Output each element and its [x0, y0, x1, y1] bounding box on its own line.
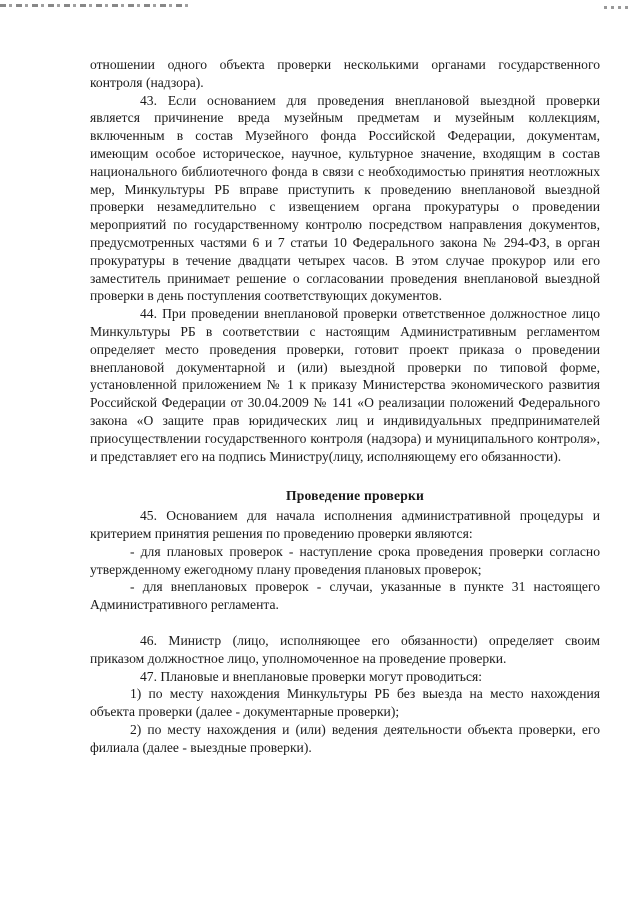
section-heading: Проведение проверки	[285, 488, 425, 504]
paragraph-43: 43. Если основанием для проведения внеплановой выездной проверки является причинение вреда музейным предметам и музейным коллекциям, включенным в состав Музейного фонда Российской Федерации, документам, имеющим особое историческое, научное, культурное значение, входящим в состав национального библиотечного фонда в связи с необходимостью принятия неотложных мер, Минкультуры РБ вправе приступить к проведению внеплановой выездной проверки незамедлительно с извещением органа прокуратуры о проведении мероприятий по государственному контролю посредством направления документов, предусмотренных частями 6 и 7 статьи 10 Федерального закона № 294-ФЗ, в орган прокуратуры в течение двадцати четырех часов. В этом случае прокурор или его заместитель принимает решение о согласовании проведения внеплановой выездной проверки в день поступления соответствующих документов.	[90, 92, 600, 304]
paragraph-47: 47. Плановые и внеплановые проверки могут проводиться:	[140, 668, 483, 684]
paragraph-45-item-2: - для внеплановых проверок - случаи, указанные в пункте 31 настоящего Административного регламента.	[90, 579, 600, 613]
paragraph-47-item-2: 2) по месту нахождения и (или) ведения деятельности объекта проверки, его филиала (далее - выездные проверки).	[90, 721, 600, 755]
scan-artifact-top-right	[604, 6, 630, 9]
paragraph-44: 44. При проведении внеплановой проверки ответственное должностное лицо Минкультуры РБ в соответствии с настоящим Административным регламентом определяет место проведения проверки, готовит проект приказа о проведении внеплановой документарной и (или) выездной проверки по типовой форме, установленной приложением № 1 к приказу Министерства экономического развития Российской Федерации от 30.04.2009 № 141 «О реализации положений Федерального закона «О защите прав юридических лиц и индивидуальных предпринимателей приосуществлении государственного контроля (надзора) и муниципального контроля», и представляет его на подпись Министру(лицу, исполняющему его обязанности).	[90, 306, 600, 464]
paragraph-45: 45. Основанием для начала исполнения административной процедуры и критерием принятия решения по проведению проверки являются:	[90, 508, 600, 541]
paragraph-continuation: отношении одного объекта проверки несколькими органами государственного контроля (надзора).	[90, 57, 600, 90]
spacer	[90, 614, 600, 632]
paragraph-45-item-1: - для плановых проверок - наступление срока проведения проверки согласно утвержденному ежегодному плану проведения плановых проверок;	[90, 543, 600, 577]
scan-artifact-top-left	[0, 4, 190, 7]
document-page	[90, 56, 600, 756]
paragraph-46: 46. Министр (лицо, исполняющее его обязанности) определяет своим приказом должностное лицо, уполномоченное на проведение проверки.	[90, 632, 600, 666]
paragraph-47-item-1: 1) по месту нахождения Минкультуры РБ без выезда на место нахождения объекта проверки (далее - документарные проверки);	[90, 686, 600, 720]
